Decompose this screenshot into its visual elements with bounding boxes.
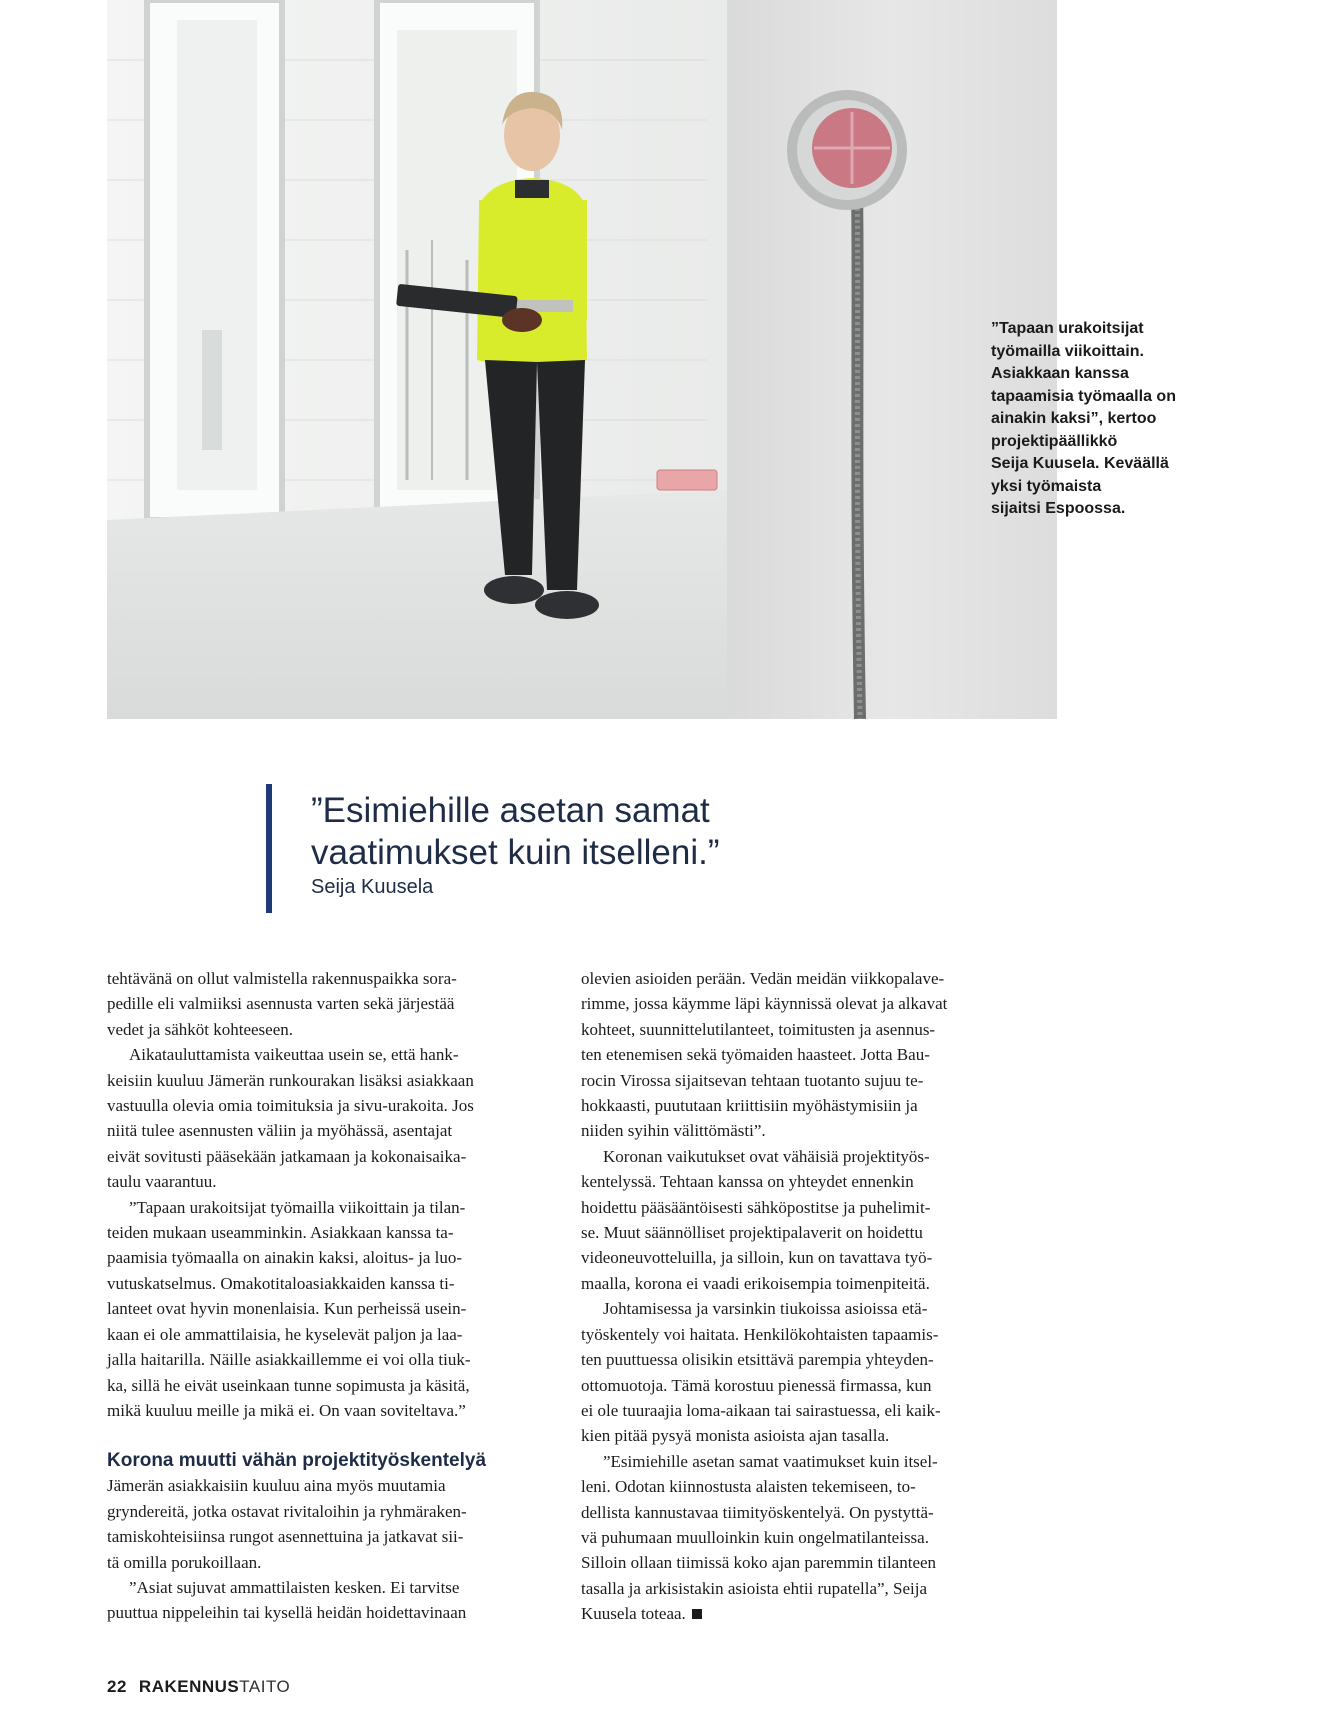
magazine-brand-bold: RAKENNUS: [138, 1677, 240, 1696]
body-column-left: [107, 966, 567, 1626]
paragraph: Johtamisessa ja varsinkin tiukoissa asioissa etä- työskentely voi haitata. Henkilökohtaisten tapaamis- ten puuttuessa olisikin etsittävä parempia yhteyden- ottomuotoja. Tämä korostuu pienessä firmassa, kun ei ole tuuraajia loma-aikaan tai sairastuessa, eli kaik- kien pitää pysyä monista asioista ajan tasalla.: [581, 1299, 941, 1446]
paragraph: olevien asioiden perään. Vedän meidän viikkopalave- rimme, jossa käymme läpi käynnissä olevat ja alkavat kohteet, suunnittelutilanteet, toimitusten ja asennus- ten etenemisen sekä työmaiden haasteet. Jotta Bau- rocin Virossa sijaitsevan tehtaan tuotanto sujuu te- hokkaasti, puututaan kriittisiin myöhästymisiin ja niiden syihin välittömästi”.: [581, 969, 948, 1141]
pullquote-author: Seija Kuusela: [311, 876, 434, 898]
page-number: 22: [107, 1677, 127, 1696]
photo-caption: ”Tapaan urakoitsijat työmailla viikoittain. Asiakkaan kanssa tapaamisia työmaalla on ainakin kaksi”, kertoo projektipäällikkö Seija Kuusela. Keväällä yksi työmaista sijaitsi Espoossa.: [991, 320, 1176, 517]
article-photo: [107, 0, 1057, 719]
body-column-right: [581, 966, 1041, 1627]
paragraph: Jämerän asiakkaisiin kuuluu aina myös muutamia gryndereitä, jotka ostavat rivitaloihin ja ryhmäraken- tamiskohteisiinsa rungot asennettuina ja jatkavat sii- tä omilla porukoillaan.: [107, 1476, 467, 1572]
pullquote-accent-bar: [266, 784, 272, 913]
paragraph: Aikatauluttamista vaikeuttaa usein se, että hank- keisiin kuuluu Jämerän runkourakan lisäksi asiakkaan vastuulla olevia omia toimituksia ja sivu-urakoita. Jos niitä tulee asennusten väliin ja myöhässä, asentajat eivät sovitusti pääsekään jatkamaan ja kokonaisaika- taulu vaarantuu.: [107, 1045, 474, 1192]
paragraph: ”Tapaan urakoitsijat työmailla viikoittain ja tilan- teiden mukaan useamminkin. Asiakkaan kanssa ta- paamisia työmaalla on ainakin kaksi, aloitus- ja luo- vutuskatselmus. Omakotitaloasiakkaiden kanssa ti- lanteet ovat hyvin monenlaisia. Kun perheissä usein- kaan ei ole ammattilaisia, he kyselevät paljon ja laa- jalla haitarilla. Näille asiakkaillemme ei voi olla tiuk- ka, sillä he eivät useinkaan tunne sopimusta ja käsitä, mikä kuuluu meille ja mikä ei. On vaan soviteltava.”: [107, 1197, 471, 1420]
paragraph: Koronan vaikutukset ovat vähäisiä projektityös- kentelyssä. Tehtaan kanssa on yhteydet ennenkin hoidettu pääsääntöisesti sähköpostitse ja puhelimit- se. Muut säännölliset projektipalaverit on hoidettu videoneuvotteluilla, ja silloin, kun on tavattava työ- maalla, korona ei vaadi erikoisempia toimenpiteitä.: [581, 1146, 933, 1293]
page-footer: [107, 1677, 290, 1697]
paragraph: ”Asiat sujuvat ammattilaisten kesken. Ei tarvitse puuttua nippeleihin tai kysellä heidän hoidettavinaan: [107, 1577, 467, 1623]
end-mark-icon: [692, 1609, 702, 1619]
window-left: [147, 0, 282, 520]
magazine-brand-light: TAITO: [239, 1677, 291, 1696]
paragraph: tehtävänä on ollut valmistella rakennuspaikka sora- pedille eli valmiiksi asennusta varten sekä järjestää vedet ja sähköt kohteeseen.: [107, 969, 457, 1039]
section-subheading: Korona muutti vähän projektityöskentelyä: [107, 1450, 487, 1472]
paragraph-text: ”Esimiehille asetan samat vaatimukset kuin itsel- leni. Odotan kiinnostusta alaisten tekemiseen, to- dellista kannustavaa tiimityöskentelyä. On pystyttä- vä puhumaan muulloinkin kuin ongelmatilanteissa. Silloin ollaan tiimissä koko ajan paremmin tilanteen tasalla ja arkisistakin asioista ehtii rupatella”, Seija Kuusela toteaa.: [581, 1451, 938, 1624]
photo-illustration: [107, 0, 1057, 719]
paragraph-final: [581, 1449, 1041, 1627]
pullquote-text: ”Esimiehille asetan samat vaatimukset kuin itselleni.”: [311, 791, 720, 872]
